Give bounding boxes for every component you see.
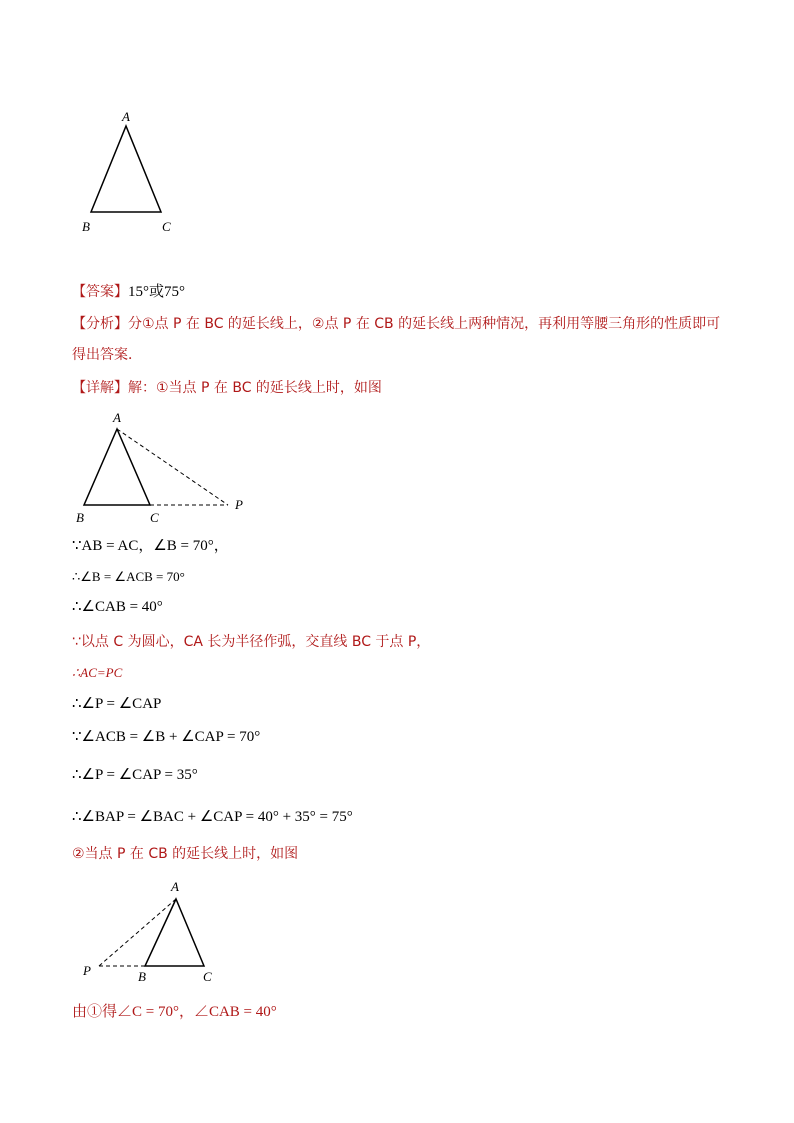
label-p: P [235,497,243,512]
triangle-abc [84,429,150,505]
label-a: A [122,109,130,124]
step-11 [72,1002,277,1022]
step-3: ∴∠CAB = 40° [72,599,163,615]
answer-text: 15°或75° [128,284,185,300]
step-8: ∴∠P = ∠CAP = 35° [72,767,198,783]
step-2: ∴∠B = ∠ACB = 70° [72,569,185,584]
analysis-text-1: 分①点 P 在 BC 的延长线上，②点 P 在 CB 的延长线上两种情况，再利用等腰三角形的性质即可 [128,316,721,332]
triangle-figure-3 [75,875,225,990]
label-b: B [76,510,84,525]
detail-tag: 【详解】 [72,380,128,396]
step-11-text: 由①得∠C = 70°，∠CAB = 40° [72,1004,277,1020]
label-a: A [113,410,121,425]
triangle-figure-1 [70,105,200,245]
label-p: P [83,963,91,978]
step-5: ∴AC=PC [72,665,123,680]
analysis-line-1 [72,314,720,334]
analysis-tag: 【分析】 [72,316,128,332]
step-6: ∴∠P = ∠CAP [72,696,162,712]
answer-tag: 【答案】 [72,284,128,300]
triangle-abc [145,899,204,966]
step-1: ∵AB = AC，∠B = 70°， [72,538,229,554]
step-9: ∴∠BAP = ∠BAC + ∠CAP = 40° + 35° = 75° [72,809,353,825]
label-c: C [203,969,212,984]
answer-line [72,282,185,302]
label-a: A [171,879,179,894]
triangle-figure-2 [70,405,260,530]
dashed-pa [99,899,176,966]
label-b: B [82,219,90,234]
triangle-abc [91,126,161,212]
detail-line [72,378,382,398]
step-10: ②当点 P 在 CB 的延长线上时，如图 [72,846,299,862]
analysis-line-2: 得出答案． [72,347,142,363]
label-c: C [150,510,159,525]
step-4: ∵以点 C 为圆心，CA 长为半径作弧，交直线 BC 于点 P， [72,634,431,650]
detail-intro: 解：①当点 P 在 BC 的延长线上时，如图 [128,380,382,396]
label-c: C [162,219,171,234]
label-b: B [138,969,146,984]
step-7: ∵∠ACB = ∠B + ∠CAP = 70° [72,729,261,745]
